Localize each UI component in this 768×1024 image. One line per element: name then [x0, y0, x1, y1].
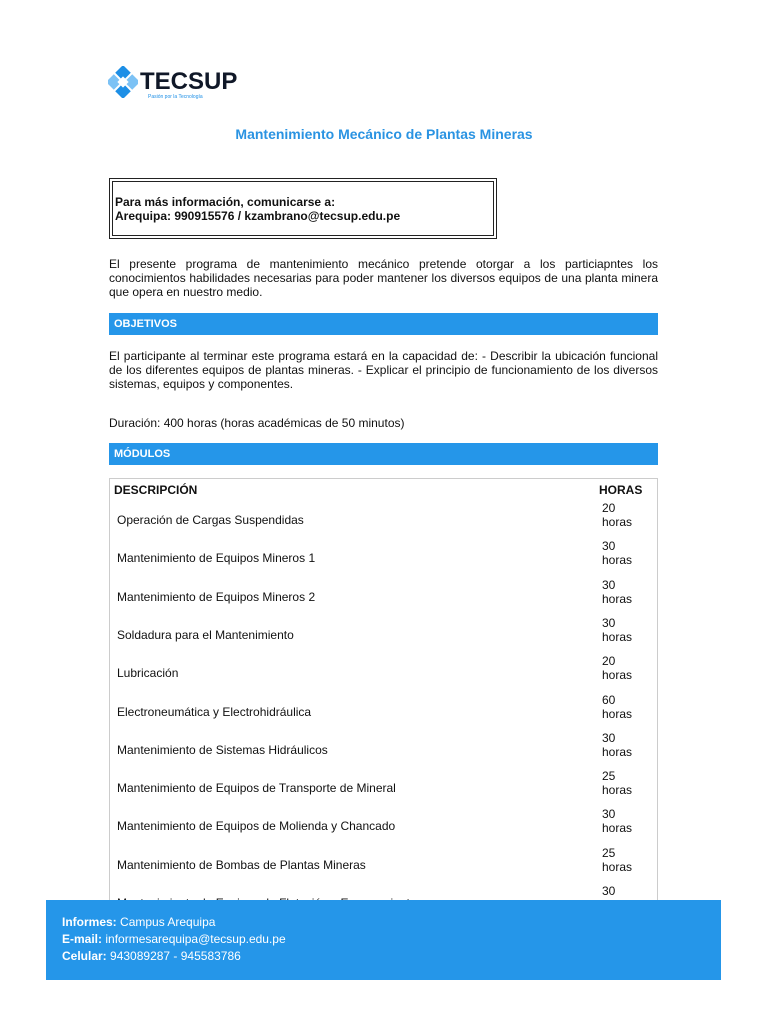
module-hours-unit: horas [602, 744, 633, 759]
module-description: Mantenimiento de Bombas de Plantas Mineras [117, 857, 366, 872]
module-hours-unit: horas [602, 783, 633, 798]
module-hours-unit: horas [602, 629, 633, 644]
module-description: Mantenimiento de Equipos Mineros 2 [117, 589, 316, 604]
col-header-description: DESCRIPCIÓN [114, 483, 198, 497]
module-hours-number: 20 [602, 654, 616, 669]
footer-contact-banner [46, 900, 721, 980]
page-title: Mantenimiento Mecánico de Plantas Mineras [235, 126, 533, 142]
module-hours-number: 30 [602, 884, 616, 898]
module-hours-unit: horas [602, 591, 633, 606]
modules-table [109, 478, 658, 918]
duration-text: Duración: 400 horas (horas académicas de 50 minutos) [109, 416, 405, 430]
contact-line-1: Para más información, comunicarse a: [115, 195, 336, 209]
module-hours-number: 30 [602, 730, 616, 745]
table-row [110, 693, 657, 731]
table-row [110, 731, 657, 769]
logo-tagline: Pasión por la Tecnología [148, 94, 203, 100]
logo-wordmark: TECSUP [140, 68, 238, 95]
module-hours-number: 30 [602, 577, 616, 592]
module-hours [602, 578, 642, 606]
objetivos-text: El participante al terminar este programa estará en la capacidad de: - Describir la ubicación funcional de los diferentes equipos de plantas mineras. - Explicar el principio de funcionamiento de los diversos sistemas, equipos y componentes. [109, 349, 658, 391]
tecsup-logo-icon [108, 66, 138, 98]
table-row [110, 654, 657, 692]
module-hours [602, 846, 642, 874]
module-hours [602, 501, 642, 529]
module-hours [602, 654, 642, 682]
module-hours-number: 30 [602, 807, 616, 822]
module-hours-unit: horas [602, 668, 633, 683]
module-hours [602, 731, 642, 759]
col-header-hours: HORAS [599, 483, 643, 497]
module-description: Operación de Cargas Suspendidas [117, 513, 304, 527]
module-hours-number: 30 [602, 539, 616, 554]
table-row [110, 616, 657, 654]
footer-celular: Celular: 943089287 - 945583786 [62, 949, 241, 963]
module-hours [602, 616, 642, 644]
footer-email: E-mail: informesarequipa@tecsup.edu.pe [62, 932, 286, 946]
table-row [110, 807, 657, 845]
module-hours-number: 25 [602, 769, 616, 784]
footer-informes: Informes: Campus Arequipa [62, 915, 216, 929]
intro-paragraph: El presente programa de mantenimiento mecánico pretende otorgar a los particiapntes los conocimientos habilidades necesarias para poder mantener los diversos equipos de una planta minera que opera en nuestro medio. [109, 257, 658, 299]
module-hours-number: 25 [602, 845, 616, 860]
module-description: Mantenimiento de Equipos de Molienda y Chancado [117, 819, 396, 834]
contact-box [109, 178, 497, 239]
module-description: Mantenimiento de Equipos Mineros 1 [117, 551, 316, 566]
table-row [110, 769, 657, 807]
table-row [110, 539, 657, 577]
module-hours [602, 769, 642, 797]
module-hours-unit: horas [602, 821, 633, 836]
module-hours-number: 20 [602, 501, 616, 515]
table-row [110, 846, 657, 884]
module-description: Electroneumática y Electrohidráulica [117, 704, 312, 719]
modulos-heading: MÓDULOS [109, 443, 658, 465]
table-row [110, 501, 657, 539]
module-hours [602, 807, 642, 835]
module-hours-unit: horas [602, 515, 633, 529]
module-hours-number: 30 [602, 615, 616, 630]
module-hours-unit: horas [602, 706, 633, 721]
module-description: Mantenimiento de Equipos de Transporte de Mineral [117, 781, 396, 796]
tecsup-logo [108, 66, 238, 106]
module-hours-unit: horas [602, 859, 633, 874]
table-row [110, 578, 657, 616]
module-hours [602, 539, 642, 567]
module-description: Mantenimiento de Sistemas Hidráulicos [117, 742, 328, 757]
module-description: Lubricación [117, 666, 179, 681]
module-hours-number: 60 [602, 692, 616, 707]
module-description: Soldadura para el Mantenimiento [117, 627, 294, 642]
module-hours [602, 693, 642, 721]
objetivos-heading: OBJETIVOS [109, 313, 658, 335]
contact-line-2: Arequipa: 990915576 / kzambrano@tecsup.edu.pe [115, 209, 401, 223]
module-hours-unit: horas [602, 553, 633, 568]
